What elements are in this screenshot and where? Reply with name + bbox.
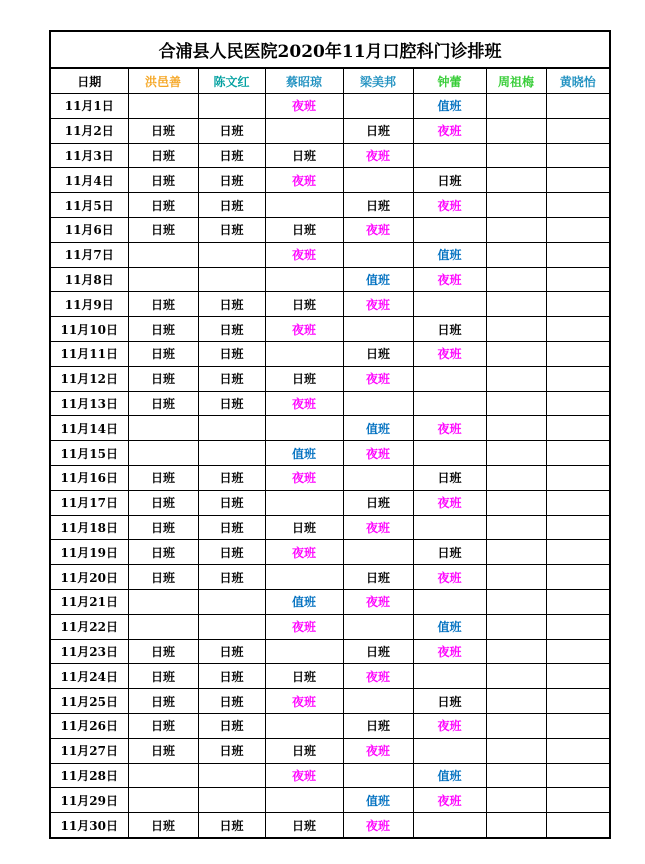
shift-cell: 日班 [128,391,198,416]
shift-cell [413,366,486,391]
shift-cell [343,317,413,342]
shift-cell: 值班 [413,242,486,267]
shift-cell [486,763,546,788]
shift-cell [546,763,610,788]
schedule-row [50,813,610,838]
shift-cell: 日班 [128,515,198,540]
schedule-row [50,292,610,317]
schedule-row [50,143,610,168]
shift-cell [413,813,486,838]
shift-cell [486,713,546,738]
shift-cell [486,217,546,242]
shift-cell [546,267,610,292]
date-cell: 11月12日 [50,366,128,391]
shift-cell: 夜班 [413,267,486,292]
schedule-row [50,614,610,639]
schedule-row [50,193,610,218]
shift-cell: 日班 [198,689,265,714]
schedule-row [50,317,610,342]
shift-cell [413,664,486,689]
shift-cell: 夜班 [413,416,486,441]
shift-cell [486,341,546,366]
shift-cell: 日班 [198,341,265,366]
shift-cell: 值班 [413,763,486,788]
schedule-row [50,515,610,540]
shift-cell [486,416,546,441]
schedule-row [50,366,610,391]
shift-cell: 日班 [128,490,198,515]
shift-cell [198,788,265,813]
shift-cell [343,94,413,119]
shift-cell: 日班 [198,465,265,490]
shift-cell [128,589,198,614]
staff-header-3: 蔡昭琼 [265,68,343,94]
shift-cell: 值班 [343,416,413,441]
shift-cell [413,391,486,416]
header-row [50,68,610,94]
shift-cell: 夜班 [265,763,343,788]
schedule-row [50,713,610,738]
shift-cell: 日班 [128,292,198,317]
shift-cell [198,589,265,614]
shift-cell: 日班 [198,391,265,416]
shift-cell [486,565,546,590]
date-cell: 11月24日 [50,664,128,689]
shift-cell: 夜班 [265,317,343,342]
schedule-row [50,639,610,664]
date-cell: 11月8日 [50,267,128,292]
shift-cell: 夜班 [343,292,413,317]
shift-cell: 日班 [413,540,486,565]
staff-header-2: 陈文红 [198,68,265,94]
shift-cell [128,788,198,813]
shift-cell [546,441,610,466]
shift-cell: 日班 [128,317,198,342]
shift-cell [546,589,610,614]
shift-cell [198,267,265,292]
date-cell: 11月16日 [50,465,128,490]
shift-cell [486,689,546,714]
shift-cell: 夜班 [343,813,413,838]
shift-cell: 日班 [128,465,198,490]
shift-cell [546,490,610,515]
shift-cell [198,94,265,119]
shift-cell: 日班 [198,738,265,763]
shift-cell: 夜班 [265,391,343,416]
shift-cell: 日班 [198,317,265,342]
shift-cell: 夜班 [265,689,343,714]
shift-cell [265,118,343,143]
shift-cell: 日班 [413,168,486,193]
shift-cell: 日班 [413,689,486,714]
shift-cell: 日班 [128,168,198,193]
shift-cell: 日班 [198,664,265,689]
shift-cell: 日班 [343,118,413,143]
shift-cell: 日班 [265,664,343,689]
shift-cell [343,614,413,639]
date-cell: 11月13日 [50,391,128,416]
shift-cell [128,267,198,292]
shift-cell: 夜班 [413,490,486,515]
schedule-title: 合浦县人民医院2020年11月口腔科门诊排班 [50,31,610,68]
shift-cell: 日班 [198,193,265,218]
shift-cell [546,341,610,366]
shift-cell [265,416,343,441]
date-cell: 11月7日 [50,242,128,267]
shift-cell [343,540,413,565]
shift-cell [546,168,610,193]
shift-cell [546,391,610,416]
shift-cell: 值班 [265,589,343,614]
shift-cell: 日班 [128,738,198,763]
shift-cell [486,242,546,267]
schedule-row [50,267,610,292]
shift-cell: 日班 [128,217,198,242]
shift-cell: 日班 [128,664,198,689]
schedule-row [50,391,610,416]
shift-cell: 日班 [198,713,265,738]
schedule-row [50,490,610,515]
shift-cell: 日班 [128,689,198,714]
shift-cell [343,242,413,267]
shift-cell: 夜班 [413,639,486,664]
schedule-table [49,30,611,839]
shift-cell [546,515,610,540]
shift-cell [546,689,610,714]
schedule-row [50,441,610,466]
shift-cell [413,515,486,540]
shift-cell: 日班 [198,540,265,565]
shift-cell: 夜班 [413,788,486,813]
shift-cell: 日班 [343,639,413,664]
shift-cell [128,242,198,267]
shift-cell [486,94,546,119]
date-cell: 11月26日 [50,713,128,738]
shift-cell: 日班 [198,366,265,391]
date-column-header: 日期 [50,68,128,94]
date-cell: 11月1日 [50,94,128,119]
shift-cell [546,813,610,838]
schedule-row [50,94,610,119]
date-cell: 11月30日 [50,813,128,838]
shift-cell: 日班 [343,341,413,366]
date-cell: 11月19日 [50,540,128,565]
date-cell: 11月20日 [50,565,128,590]
shift-cell [265,713,343,738]
date-cell: 11月9日 [50,292,128,317]
shift-cell: 夜班 [265,242,343,267]
shift-cell [265,788,343,813]
shift-cell: 日班 [413,317,486,342]
schedule-row [50,565,610,590]
shift-cell [546,292,610,317]
staff-header-6: 周祖梅 [486,68,546,94]
date-cell: 11月17日 [50,490,128,515]
shift-cell [546,118,610,143]
shift-cell [265,565,343,590]
shift-cell [486,118,546,143]
shift-cell [546,366,610,391]
shift-cell: 日班 [198,639,265,664]
schedule-row [50,118,610,143]
shift-cell [546,143,610,168]
shift-cell: 日班 [198,515,265,540]
shift-cell: 日班 [343,490,413,515]
schedule-row [50,738,610,763]
shift-cell [546,713,610,738]
shift-cell: 日班 [128,565,198,590]
shift-cell: 夜班 [343,143,413,168]
shift-cell [486,788,546,813]
shift-cell: 夜班 [343,441,413,466]
shift-cell [413,292,486,317]
shift-cell [486,441,546,466]
shift-cell [546,242,610,267]
shift-cell: 日班 [128,813,198,838]
shift-cell [198,441,265,466]
schedule-row [50,168,610,193]
shift-cell [265,639,343,664]
shift-cell [128,94,198,119]
date-cell: 11月11日 [50,341,128,366]
shift-cell: 日班 [265,292,343,317]
shift-cell [198,416,265,441]
shift-cell [265,341,343,366]
shift-cell: 日班 [198,217,265,242]
shift-cell [413,589,486,614]
staff-header-1: 洪邑善 [128,68,198,94]
shift-cell [546,193,610,218]
schedule-row [50,341,610,366]
date-cell: 11月15日 [50,441,128,466]
shift-cell: 日班 [413,465,486,490]
shift-cell: 值班 [413,94,486,119]
date-cell: 11月6日 [50,217,128,242]
date-cell: 11月23日 [50,639,128,664]
shift-cell: 日班 [128,118,198,143]
shift-cell: 日班 [198,813,265,838]
shift-cell [486,143,546,168]
shift-cell: 夜班 [343,515,413,540]
shift-cell [546,614,610,639]
shift-cell [343,168,413,193]
shift-cell [413,143,486,168]
shift-cell: 日班 [265,515,343,540]
shift-cell: 夜班 [413,193,486,218]
shift-cell: 日班 [128,366,198,391]
shift-cell [486,366,546,391]
shift-cell [546,416,610,441]
shift-cell [546,639,610,664]
shift-cell [486,317,546,342]
schedule-row [50,540,610,565]
shift-cell: 日班 [128,341,198,366]
date-cell: 11月18日 [50,515,128,540]
date-cell: 11月14日 [50,416,128,441]
shift-cell: 日班 [198,143,265,168]
shift-cell [128,441,198,466]
shift-cell: 日班 [128,639,198,664]
shift-cell [486,515,546,540]
shift-cell: 夜班 [413,713,486,738]
shift-cell: 日班 [265,217,343,242]
shift-cell: 日班 [343,565,413,590]
shift-cell: 日班 [265,738,343,763]
shift-cell [413,217,486,242]
date-cell: 11月2日 [50,118,128,143]
date-cell: 11月28日 [50,763,128,788]
shift-cell [486,664,546,689]
shift-cell [486,490,546,515]
shift-cell [343,391,413,416]
shift-cell [265,267,343,292]
shift-cell: 日班 [128,713,198,738]
schedule-row [50,416,610,441]
shift-cell [546,738,610,763]
shift-cell: 夜班 [343,366,413,391]
shift-cell [546,465,610,490]
shift-cell: 日班 [265,143,343,168]
shift-cell: 夜班 [265,540,343,565]
date-cell: 11月27日 [50,738,128,763]
date-cell: 11月3日 [50,143,128,168]
shift-cell [546,565,610,590]
schedule-body [50,94,610,838]
shift-cell [486,540,546,565]
schedule-row [50,589,610,614]
staff-header-7: 黄晓怡 [546,68,610,94]
date-cell: 11月29日 [50,788,128,813]
date-cell: 11月21日 [50,589,128,614]
shift-cell [486,267,546,292]
shift-cell [128,614,198,639]
shift-cell [546,94,610,119]
shift-cell: 值班 [413,614,486,639]
shift-cell: 夜班 [265,94,343,119]
date-cell: 11月22日 [50,614,128,639]
shift-cell [413,738,486,763]
shift-cell [198,242,265,267]
date-cell: 11月4日 [50,168,128,193]
shift-cell: 日班 [198,292,265,317]
shift-cell: 夜班 [265,614,343,639]
shift-cell [486,589,546,614]
shift-cell: 夜班 [343,664,413,689]
shift-cell: 夜班 [413,118,486,143]
staff-header-4: 梁美邦 [343,68,413,94]
shift-cell [413,441,486,466]
shift-cell [486,614,546,639]
shift-cell [486,813,546,838]
shift-cell [486,292,546,317]
shift-cell [128,416,198,441]
shift-cell: 日班 [343,713,413,738]
shift-cell [546,788,610,813]
shift-cell: 日班 [128,540,198,565]
shift-cell: 夜班 [343,217,413,242]
shift-cell: 日班 [128,143,198,168]
shift-cell: 日班 [265,813,343,838]
schedule-row [50,689,610,714]
date-cell: 11月5日 [50,193,128,218]
shift-cell: 日班 [128,193,198,218]
shift-cell: 夜班 [265,168,343,193]
date-cell: 11月10日 [50,317,128,342]
shift-cell [486,193,546,218]
shift-cell [546,540,610,565]
shift-cell: 日班 [265,366,343,391]
schedule-row [50,788,610,813]
shift-cell [486,391,546,416]
shift-cell: 日班 [198,168,265,193]
shift-cell [128,763,198,788]
shift-cell [486,465,546,490]
shift-cell [343,465,413,490]
schedule-row [50,664,610,689]
shift-cell [486,168,546,193]
shift-cell: 日班 [343,193,413,218]
staff-header-5: 钟蕾 [413,68,486,94]
schedule-row [50,242,610,267]
schedule-row [50,217,610,242]
shift-cell [265,193,343,218]
shift-cell [546,217,610,242]
shift-cell: 值班 [343,267,413,292]
shift-cell: 日班 [198,565,265,590]
shift-cell [343,689,413,714]
shift-cell [546,317,610,342]
shift-cell: 值班 [343,788,413,813]
shift-cell: 日班 [198,490,265,515]
shift-cell: 日班 [198,118,265,143]
shift-cell: 夜班 [413,565,486,590]
shift-cell [198,763,265,788]
shift-cell [486,639,546,664]
title-row [50,31,610,68]
shift-cell: 夜班 [265,465,343,490]
shift-cell [546,664,610,689]
shift-cell [343,763,413,788]
shift-cell [486,738,546,763]
shift-cell [198,614,265,639]
shift-cell [265,490,343,515]
shift-cell: 夜班 [343,738,413,763]
schedule-row [50,465,610,490]
shift-cell: 值班 [265,441,343,466]
shift-cell: 夜班 [413,341,486,366]
schedule-row [50,763,610,788]
date-cell: 11月25日 [50,689,128,714]
shift-cell: 夜班 [343,589,413,614]
